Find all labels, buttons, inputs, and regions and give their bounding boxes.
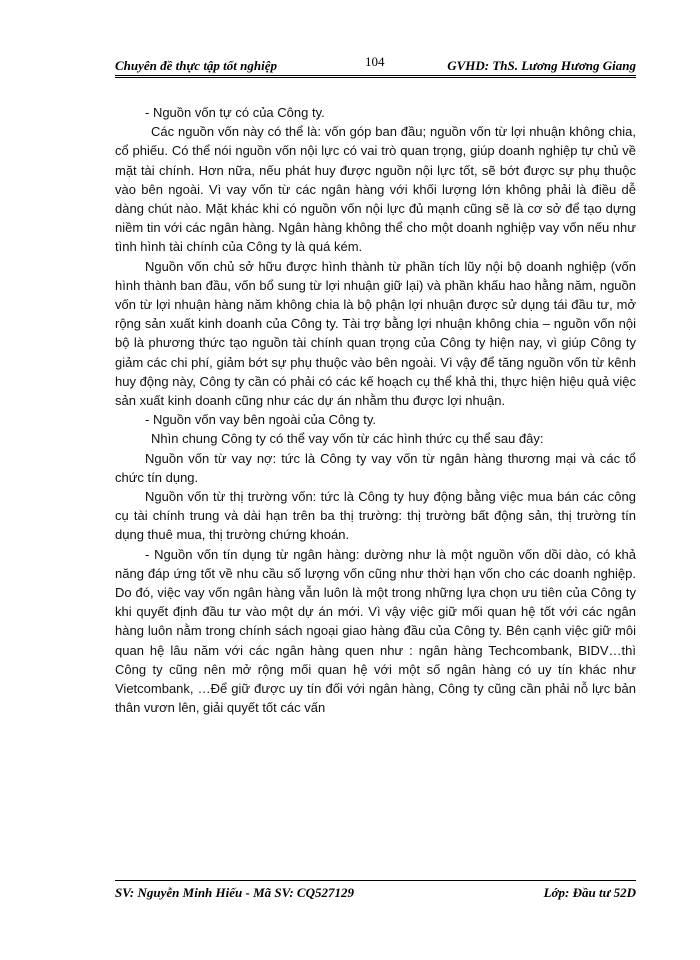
footer-class: Lớp: Đầu tư 52D [543,885,636,900]
paragraph: Nguồn vốn từ thị trường vốn: tức là Công ty huy động bằng việc mua bán các công cụ tài chính trung và dài hạn trên ba thị trường: thị trường bất động sản, thị trường tín dụng thuê mua, thị trường chứng khoán. [115,489,636,543]
paragraph: Nguồn vốn chủ sở hữu được hình thành từ phần tích lũy nội bộ doanh nghiệp (vốn hình thành ban đầu, vốn bổ sung từ lợi nhuận giữ lại) và phần khấu hao hằng năm, nguồn vốn từ lợi nhuận hàng năm không chia là bộ phận lợi nhuận được sử dụng tái đầu tư, mở rộng sản xuất kinh doanh của Công ty. Tài trợ bằng lợi nhuận không chia – nguồn vốn nội bộ là phương thức tạo nguồn tài chính quan trọng của Công ty hiện nay, vì giúp Công ty giảm các chi phí, giảm bớt sự phụ thuộc vào bên ngoài. Vì vậy để tăng nguồn vốn từ kênh huy động này, Công ty cần có phải có các kế hoạch cụ thể khả thi, thực hiện hiệu quả việc sản xuất kinh doanh cũng như các dự án nhằm thu được lợi nhuận. [115,258,636,409]
paragraph: - Nguồn vốn tín dụng từ ngân hàng: dường như là một nguồn vốn dồi dào, có khả năng đáp ứng tốt về nhu cầu số lượng vốn cũng như thời hạn vốn cho các doanh nghiệp. Do đó, việc vay vốn ngân hàng vẫn luôn là một trong những lựa chọn ưu tiên của Công ty khi quyết định đầu tư vào một dự án mới. Vì vậy việc giữ mối quan hệ tốt với các ngân hàng luôn nằm trong chính sách ngoại giao hàng đầu của Công ty. Bên cạnh việc giữ môi quan hệ lâu năm với các ngân hàng quen như : ngân hàng Techcombank, BIDV…thì Công ty cũng nên mở rộng mối quan hệ với một số ngân hàng có uy tín khác như Vietcombank, …Để giữ được uy tín đối với ngân hàng, Công ty cũng cần phải nỗ lực bản thân vươn lên, giải quyết tốt các vấn [115,546,636,716]
page-footer [115,885,636,903]
paragraph: Các nguồn vốn này có thể là: vốn góp ban đầu; nguồn vốn từ lợi nhuận không chia, cổ phiếu. Có thể nói nguồn vốn nội lực có vai trò quan trọng, giúp doanh nghiệp tự chủ về mặt tài chính. Hơn nữa, nếu phát huy được nguồn nội lực tốt, sẽ bớt được sự phụ thuộc vào bên ngoài. Vì vay vốn từ các ngân hàng với khối lượng lớn không phải là điều dễ dàng chút nào. Mặt khác khi có nguồn vốn nội lực đủ mạnh cũng sẽ là cơ sở để tạo dựng niềm tin với các ngân hàng. Ngân hàng không thể cho một doanh nghiệp vay vốn nếu như tình hình tài chính của Công ty là quá kém. [115,124,636,255]
page-header [115,54,636,74]
document-body [115,103,636,718]
paragraph: Nhìn chung Công ty có thể vay vốn từ các hình thức cụ thể sau đây: [151,431,544,447]
paragraph-internal-capital-heading: - Nguồn vốn tự có của Công ty. [145,105,325,120]
footer-student: SV: Nguyễn Minh Hiếu - Mã SV: CQ527129 [115,885,354,900]
footer-rule [115,880,636,881]
header-rule [115,75,636,78]
paragraph: Nguồn vốn từ vay nợ: tức là Công ty vay vốn từ ngân hàng thương mại và các tổ chức tín dụng. [115,450,636,485]
header-supervisor: GVHD: ThS. Lương Hương Giang [447,58,636,73]
page-number: 104 [365,54,385,69]
paragraph-external-capital-heading: - Nguồn vốn vay bên ngoài của Công ty. [145,412,377,428]
header-title: Chuyên đề thực tập tốt nghiệp [115,58,277,73]
